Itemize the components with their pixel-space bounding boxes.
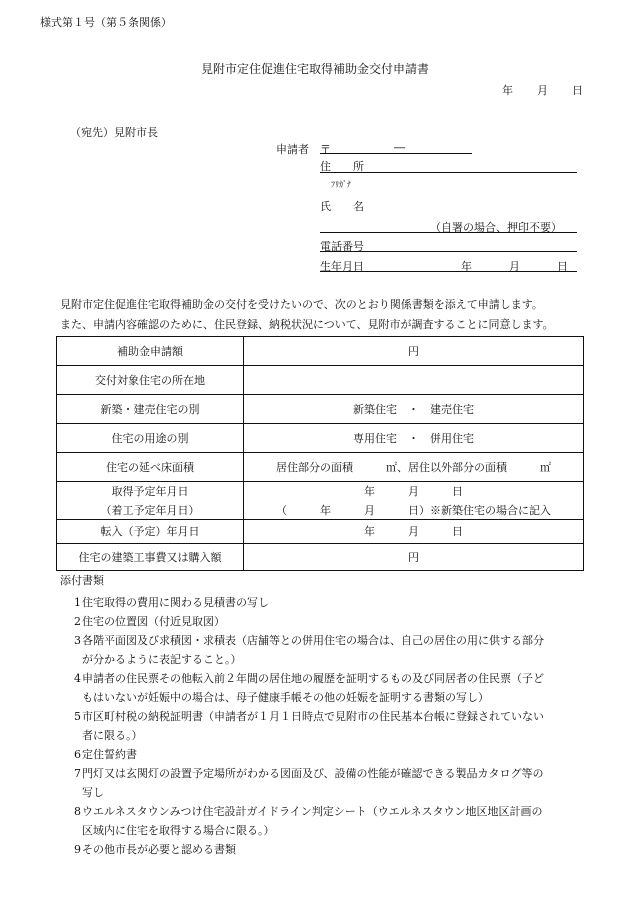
furigana-label: ﾌﾘｶﾞﾅ [331,180,351,189]
acquisition-date-label [57,482,244,520]
attachment-text: 住宅取得の費用に関わる見積書の写し [82,596,269,609]
intro-line-2: また、申請内容確認のために、住民登録、納税状況について、見附市が調査することに同意します。 [60,318,554,331]
postal-mark: 〒 [320,143,331,156]
page-title: 見附市定住促進住宅取得補助金交付申請書 [200,62,429,76]
row-usage-type [57,424,584,453]
attachment-text: 各階平面図及び求積図・求積表（店舗等との併用住宅の場合は、自己の居住の用に供する部分 [82,634,544,647]
form-number: 様式第１号（第５条関係） [40,16,172,29]
attachment-item [60,612,588,631]
usage-type-options[interactable]: 専用住宅 ・ 併用住宅 [244,424,584,453]
row-location [57,366,584,395]
attachment-text-cont: 写し [82,786,104,799]
attachment-item [60,631,588,669]
subsidy-amount-value[interactable]: 円 [244,337,584,366]
cost-label: 住宅の建築工事費又は購入額 [57,544,244,571]
move-in-date-label: 転入（予定）年月日 [57,520,244,544]
birth-field[interactable] [320,271,577,272]
attachment-number: 2 [74,615,81,628]
birth-year: 年 [461,260,472,273]
date-year: 年 [502,84,513,97]
cost-value[interactable]: 円 [244,544,584,571]
attachment-text: 申請者の住民票その他転入前２年間の居住地の履歴を証明するもの及び同居者の住民票（子ど [82,672,544,685]
attachment-number: 4 [74,672,81,685]
attachment-text-cont: もはいないが妊娠中の場合は、母子健康手帳その他の妊娠を証明する書類の写し） [82,691,489,704]
addressee: （宛先）見附市長 [70,126,158,139]
date-month: 月 [537,84,548,97]
attachment-text-cont: 者に限る。） [82,729,143,742]
attachment-text-cont: が分かるように表記すること。） [82,653,242,666]
attachments-section [60,572,588,859]
attachment-text: ウエルネスタウンみつけ住宅設計ガイドライン判定シート（ウエルネスタウン地区地区計画の [82,805,543,818]
construction-type-label: 新築・建売住宅の別 [57,395,244,424]
acquisition-date-value-1: 年 月 日 [364,484,463,498]
attachment-text: 門灯又は玄関灯の設置予定場所がわかる図面及び、設備の性能が確認できる製品カタログ等の [82,767,544,780]
acquisition-date-label-1: 取得予定年月日 [111,484,189,498]
birth-month: 月 [509,260,520,273]
attachment-text-cont: 区域内に住宅を取得する場合に限る。） [82,824,275,837]
attachment-item [60,593,588,612]
row-construction-type [57,395,584,424]
phone-label: 電話番号 [320,240,364,253]
acquisition-date-label-2: （着工予定年月日） [100,503,200,517]
attachments-heading: 添付書類 [60,574,104,587]
address-label: 住 所 [320,160,364,173]
phone-field[interactable] [320,251,577,252]
postal-code-field[interactable] [320,153,472,154]
usage-type-label: 住宅の用途の別 [57,424,244,453]
attachment-number: 9 [74,843,81,856]
row-subsidy-amount [57,337,584,366]
attachment-text: 住宅の位置図（付近見取図） [82,615,225,628]
address-field[interactable] [320,172,577,173]
location-label: 交付対象住宅の所在地 [57,366,244,395]
date-day: 日 [572,84,583,97]
attachment-number: 8 [74,805,81,818]
name-note: （自署の場合、押印不要） [430,221,562,234]
location-value[interactable] [244,366,584,395]
construction-type-options[interactable]: 新築住宅 ・ 建売住宅 [244,395,584,424]
row-floor-area [57,453,584,482]
floor-area-value[interactable]: 居住部分の面積 ㎡、居住以外部分の面積 ㎡ [244,453,584,482]
move-in-date-value[interactable]: 年 月 日 [244,520,584,544]
name-label: 氏 名 [320,200,364,213]
attachment-item [60,840,588,859]
acquisition-date-value[interactable] [244,482,584,520]
attachment-item [60,745,588,764]
attachment-number: 1 [74,596,81,609]
applicant-label: 申請者 [276,143,309,156]
attachment-item [60,707,588,745]
row-cost [57,544,584,571]
attachment-item [60,802,588,840]
postal-dash: ― [394,141,405,154]
birth-label: 生年月日 [320,260,364,273]
row-acquisition-date [57,482,584,520]
attachment-number: 3 [74,634,81,647]
subsidy-amount-label: 補助金申請額 [57,337,244,366]
attachment-text: 市区町村税の納税証明書（申請者が１月１日時点で見附市の住民基本台帳に登録されていない [82,710,544,723]
birth-day: 日 [557,260,568,273]
attachment-text: 定住誓約書 [82,748,137,761]
row-move-in-date [57,520,584,544]
application-table [56,336,584,571]
intro-line-1: 見附市定住促進住宅取得補助金の交付を受けたいので、次のとおり関係書類を添えて申請します。 [60,298,543,311]
attachment-number: 7 [74,767,81,780]
acquisition-date-value-2: （ 年 月 日）※新築住宅の場合に記入 [276,503,551,517]
attachment-number: 6 [74,748,81,761]
floor-area-label: 住宅の延べ床面積 [57,453,244,482]
attachment-item [60,669,588,707]
name-field[interactable] [320,232,577,233]
attachment-number: 5 [74,710,81,723]
attachment-text: その他市長が必要と認める書類 [82,843,236,856]
attachment-item [60,764,588,802]
